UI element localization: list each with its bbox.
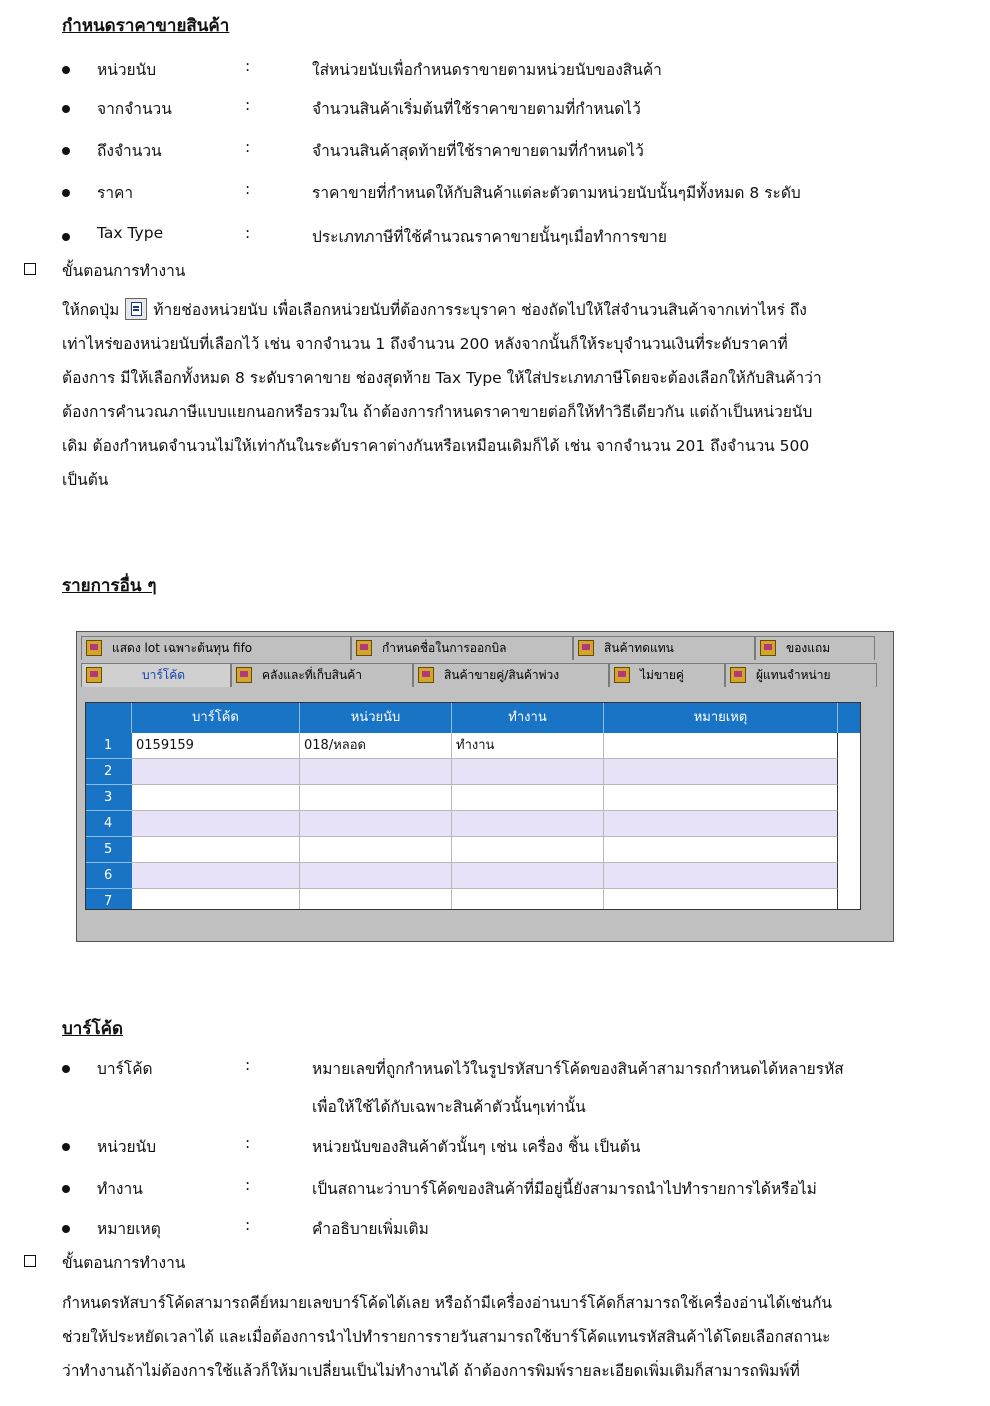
active-cell[interactable] xyxy=(452,863,604,889)
item-desc: ใส่หน่วยนับเพื่อกำหนดราขายตามหน่วยนับของสินค้า xyxy=(312,61,662,79)
folder-icon xyxy=(86,640,102,656)
folder-icon xyxy=(614,667,630,683)
item-colon: : xyxy=(245,1176,251,1194)
item-desc: หมายเลขที่ถูกกำหนดไว้ในรูปรหัสบาร์โค้ดของสินค้าสามารถกำหนดได้หลายรหัส xyxy=(312,1060,844,1078)
bullet-icon xyxy=(62,1065,70,1073)
checkbox-bullet-icon xyxy=(24,1255,36,1267)
folder-icon xyxy=(236,667,252,683)
barcode-steps-title: ขั้นตอนการทำงาน xyxy=(62,1254,186,1272)
unit-cell[interactable]: 018/หลอด xyxy=(300,733,452,759)
tab-label: สินค้าทดแทน xyxy=(604,641,674,655)
row-number: 2 xyxy=(86,759,132,785)
barcode-cell[interactable] xyxy=(132,811,300,837)
column-header-active[interactable]: ทำงาน xyxy=(452,703,604,733)
unit-cell[interactable] xyxy=(300,811,452,837)
note-cell[interactable] xyxy=(604,785,838,811)
note-cell[interactable] xyxy=(604,759,838,785)
price-steps-paragraph xyxy=(62,293,822,497)
grid-header-corner xyxy=(86,703,132,733)
item-colon: : xyxy=(245,224,251,242)
item-term: หมายเหตุ xyxy=(97,1220,161,1238)
tab-barcode[interactable] xyxy=(81,663,231,687)
bullet-icon xyxy=(62,1143,70,1151)
barcode-cell[interactable] xyxy=(132,759,300,785)
item-colon: : xyxy=(245,138,251,156)
tab-label: ผู้แทนจำหน่าย xyxy=(756,668,831,682)
tab-label: ไม่ขายคู่ xyxy=(640,668,684,682)
paragraph-line: กำหนดรหัสบาร์โค้ดสามารถคีย์หมายเลขบาร์โค้ดได้เลย หรือถ้ามีเครื่องอ่านบาร์โค้ดก็สามารถใช้เครื่องอ่านได้เช่นกัน xyxy=(62,1294,833,1312)
tab-distributor[interactable] xyxy=(725,663,877,687)
item-term: บาร์โค้ด xyxy=(97,1060,153,1078)
item-colon: : xyxy=(245,1134,251,1152)
column-header-unit[interactable]: หน่วยนับ xyxy=(300,703,452,733)
tab-not-paired[interactable] xyxy=(609,663,725,687)
note-cell[interactable] xyxy=(604,837,838,863)
tab-label: สินค้าขายคู่/สินค้าพ่วง xyxy=(444,668,560,682)
paragraph-line: เท่าไหร่ของหน่วยนับที่เลือกไว้ เช่น จากจำนวน 1 ถึงจำนวน 200 หลังจากนั้นก็ให้ระบุจำนวนเงินที่ระดับราคาที่ xyxy=(62,335,788,353)
grid-header xyxy=(86,703,860,733)
paragraph-line xyxy=(62,293,822,327)
tab-row-bottom xyxy=(81,663,877,687)
tab-label: กำหนดชื่อในการออกบิล xyxy=(382,641,507,655)
tab-label: แสดง lot เฉพาะต้นทุน fifo xyxy=(112,641,253,655)
tab-label: ของแถม xyxy=(786,641,831,655)
folder-icon xyxy=(730,667,746,683)
barcode-steps-paragraph xyxy=(62,1286,832,1388)
note-cell[interactable] xyxy=(604,889,838,910)
paragraph-line: ว่าทำงานถ้าไม่ต้องการใช้แล้วก็ให้มาเปลี่ยนเป็นไม่ทำงานได้ ถ้าต้องการพิมพ์รายละเอียดเพิ่มเติมก็สามารถพิมพ์ที่ xyxy=(62,1362,800,1380)
bullet-icon xyxy=(62,66,70,74)
row-number: 6 xyxy=(86,863,132,889)
checkbox-bullet-icon xyxy=(24,263,36,275)
active-cell[interactable] xyxy=(452,889,604,910)
tab-freebies[interactable] xyxy=(755,636,875,660)
active-cell[interactable] xyxy=(452,811,604,837)
paragraph-line: เดิม ต้องกำหนดจำนวนไม่ให้เท่ากันในระดับราคาต่างกันหรือเหมือนเดิมก็ได้ เช่น จากจำนวน 201 ถึงจำนวน 500 xyxy=(62,437,810,455)
product-detail-window xyxy=(76,631,894,942)
folder-icon xyxy=(578,640,594,656)
tab-label: คลังและที่เก็บสินค้า xyxy=(262,668,362,682)
paragraph-line: ช่วยให้ประหยัดเวลาได้ และเมื่อต้องการนำไปทำรายการรายวันสามารถใช้บาร์โค้ดแทนรหัสสินค้าได้โดยเลือกสถานะ xyxy=(62,1328,831,1346)
note-cell[interactable] xyxy=(604,733,838,759)
item-colon: : xyxy=(245,57,251,75)
bullet-icon xyxy=(62,1185,70,1193)
barcode-cell[interactable] xyxy=(132,837,300,863)
document-icon xyxy=(125,298,147,320)
paragraph-line: ต้องการ มีให้เลือกทั้งหมด 8 ระดับราคาขาย ช่องสุดท้าย Tax Type ให้ใส่ประเภทภาษีโดยจะต้องเลือกให้กับสินค้าว่า xyxy=(62,369,822,387)
barcode-cell[interactable]: 0159159 xyxy=(132,733,300,759)
paragraph-text: ท้ายช่องหน่วยนับ เพื่อเลือกหน่วยนับที่ต้องการระบุราคา ช่องถัดไปให้ใส่จำนวนสินค้าจากเท่าไหร่ ถึง xyxy=(153,301,807,319)
item-desc: จำนวนสินค้าสุดท้ายที่ใช้ราคาขายตามที่กำหนดไว้ xyxy=(312,142,644,160)
table-row[interactable] xyxy=(86,837,860,863)
paragraph-text: ให้กดปุ่ม xyxy=(62,301,120,319)
item-desc: เพื่อให้ใช้ได้กับเฉพาะสินค้าตัวนั้นๆเท่านั้น xyxy=(312,1098,586,1116)
unit-cell[interactable] xyxy=(300,889,452,910)
row-number: 4 xyxy=(86,811,132,837)
item-desc: เป็นสถานะว่าบาร์โค้ดของสินค้าที่มีอยู่นี้ยังสามารถนำไปทำรายการได้หรือไม่ xyxy=(312,1180,817,1198)
item-colon: : xyxy=(245,180,251,198)
tab-bill-name[interactable] xyxy=(351,636,573,660)
unit-cell[interactable] xyxy=(300,837,452,863)
unit-cell[interactable] xyxy=(300,863,452,889)
item-colon: : xyxy=(245,1216,251,1234)
unit-cell[interactable] xyxy=(300,785,452,811)
barcode-cell[interactable] xyxy=(132,863,300,889)
column-header-barcode[interactable]: บาร์โค้ด xyxy=(132,703,300,733)
unit-cell[interactable] xyxy=(300,759,452,785)
barcode-cell[interactable] xyxy=(132,785,300,811)
table-row[interactable] xyxy=(86,733,860,759)
table-row[interactable] xyxy=(86,785,860,811)
item-desc: ประเภทภาษีที่ใช้คำนวณราคาขายนั้นๆเมื่อทำการขาย xyxy=(312,228,667,246)
item-term: Tax Type xyxy=(97,224,164,242)
table-row[interactable] xyxy=(86,863,860,889)
paragraph-line: ต้องการคำนวณภาษีแบบแยกนอกหรือรวมใน ถ้าต้องการกำหนดราคาขายต่อก็ให้ทำวิธีเดียวกัน แต่ถ้าเป็นหน่วยนับ xyxy=(62,403,813,421)
active-cell[interactable]: ทำงาน xyxy=(452,733,604,759)
tab-label: บาร์โค้ด xyxy=(142,668,186,682)
folder-icon xyxy=(86,667,102,683)
bullet-icon xyxy=(62,105,70,113)
active-cell[interactable] xyxy=(452,837,604,863)
item-colon: : xyxy=(245,96,251,114)
folder-icon xyxy=(356,640,372,656)
table-row[interactable] xyxy=(86,759,860,785)
bullet-icon xyxy=(62,189,70,197)
barcode-cell[interactable] xyxy=(132,889,300,910)
folder-icon xyxy=(760,640,776,656)
tab-warehouse[interactable] xyxy=(231,663,413,687)
barcode-section-title: บาร์โค้ด xyxy=(62,1019,124,1039)
folder-icon xyxy=(418,667,434,683)
tab-bundle[interactable] xyxy=(413,663,609,687)
active-cell[interactable] xyxy=(452,759,604,785)
price-section-title: กำหนดราคาขายสินค้า xyxy=(62,16,230,36)
price-steps-title: ขั้นตอนการทำงาน xyxy=(62,262,186,280)
item-term: จากจำนวน xyxy=(97,100,172,118)
item-term: ทำงาน xyxy=(97,1180,143,1198)
item-term: หน่วยนับ xyxy=(97,1138,157,1156)
bullet-icon xyxy=(62,147,70,155)
row-number: 7 xyxy=(86,889,132,910)
tab-substitute[interactable] xyxy=(573,636,755,660)
item-term: หน่วยนับ xyxy=(97,61,157,79)
row-number: 5 xyxy=(86,837,132,863)
tab-row-top xyxy=(81,636,875,660)
row-number: 3 xyxy=(86,785,132,811)
item-desc: ราคาขายที่กำหนดให้กับสินค้าแต่ละตัวตามหน่วยนับนั้นๆมีทั้งหมด 8 ระดับ xyxy=(312,184,801,202)
tab-lot-fifo[interactable] xyxy=(81,636,351,660)
item-colon: : xyxy=(245,1056,251,1074)
table-row[interactable] xyxy=(86,889,860,910)
table-row[interactable] xyxy=(86,811,860,837)
item-desc: คำอธิบายเพิ่มเติม xyxy=(312,1220,429,1238)
active-cell[interactable] xyxy=(452,785,604,811)
note-cell[interactable] xyxy=(604,811,838,837)
item-term: ราคา xyxy=(97,184,134,202)
item-term: ถึงจำนวน xyxy=(97,142,162,160)
bullet-icon xyxy=(62,233,70,241)
other-section-title: รายการอื่น ๆ xyxy=(62,576,157,596)
barcode-grid xyxy=(85,702,861,910)
note-cell[interactable] xyxy=(604,863,838,889)
item-desc: จำนวนสินค้าเริ่มต้นที่ใช้ราคาขายตามที่กำหนดไว้ xyxy=(312,100,641,118)
paragraph-line: เป็นต้น xyxy=(62,471,109,489)
bullet-icon xyxy=(62,1225,70,1233)
column-header-note[interactable]: หมายเหตุ xyxy=(604,703,838,733)
row-number: 1 xyxy=(86,733,132,759)
item-desc: หน่วยนับของสินค้าตัวนั้นๆ เช่น เครื่อง ชิ้น เป็นต้น xyxy=(312,1138,641,1156)
